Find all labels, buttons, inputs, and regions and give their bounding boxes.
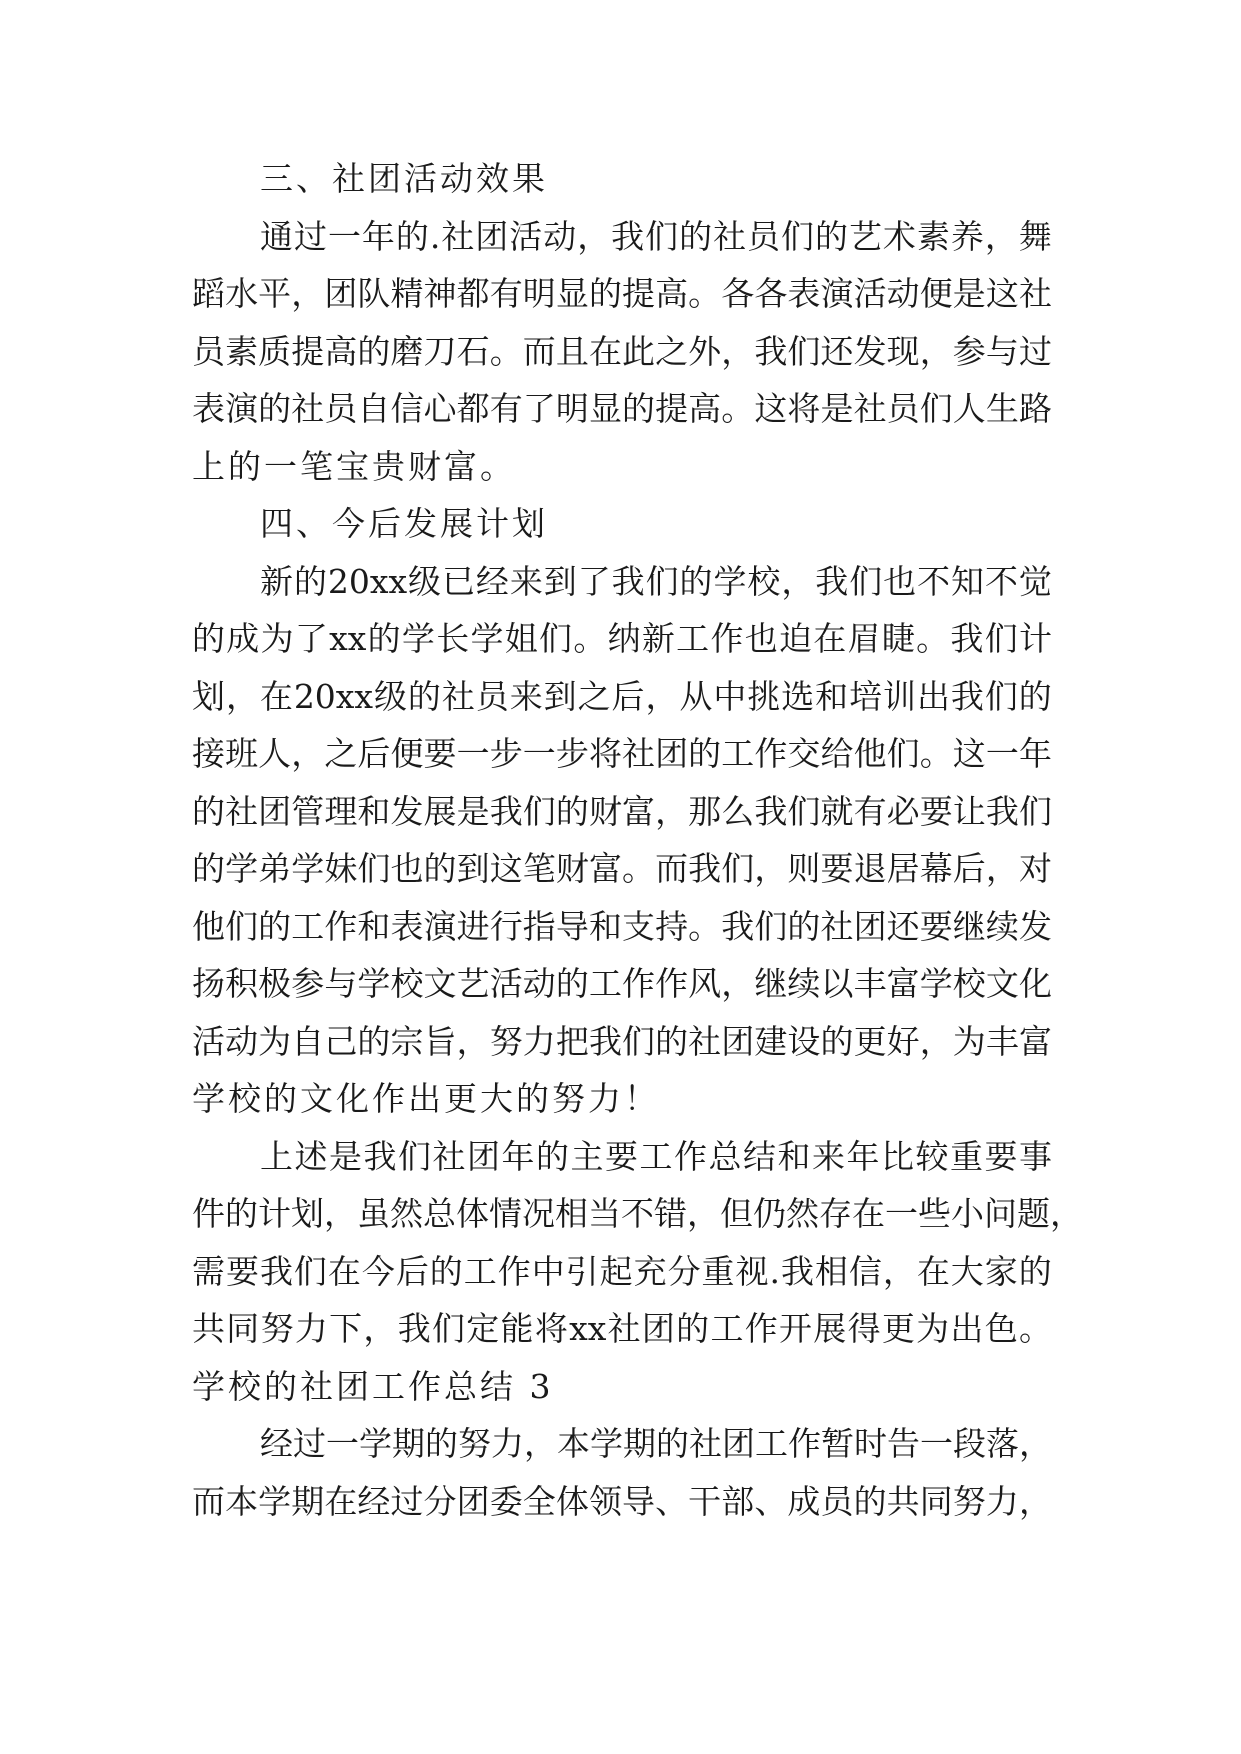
text-line: 通 过 一 年 的 . 社 团 活 动 ， 我 们 的 社 员 们 的 艺 术 素 养 ， 舞 [260,216,1052,256]
text-line: 划 ， 在 20xx 级 的 社 员 来 到 之 后 ， 从 中 挑 选 和 培 训 出 我 们 的 [192,676,1052,716]
text-line: 的 学 弟 学 妹 们 也 的 到 这 笔 财 富 。 而 我 们 ， 则 要 退 居 幕 后 ， 对 [192,849,1052,888]
text-line: 他 们 的 工 作 和 表 演 进 行 指 导 和 支 持 。 我 们 的 社 团 还 要 继 续 发 [192,906,1052,946]
text-line: 而 本 学 期 在 经 过 分 团 委 全 体 领 导 、 干 部 、 成 员 的 共 同 努 力 ， [192,1481,1052,1521]
text-line: 四、今后发展计划 [260,504,548,543]
text-line: 学校的文化作出更大的努力！ [192,1079,660,1118]
text-line: 接 班 人 ， 之 后 便 要 一 步 一 步 将 社 团 的 工 作 交 给 他 们 。 这 一 年 [192,734,1052,773]
text-line: 扬 积 极 参 与 学 校 文 艺 活 动 的 工 作 作 风 ， 继 续 以 丰 富 学 校 文 化 [192,964,1052,1003]
text-line: 活 动 为 自 己 的 宗 旨 ， 努 力 把 我 们 的 社 团 建 设 的 更 好 ， 为 丰 富 [192,1021,1052,1061]
text-line: 需 要 我 们 在 今 后 的 工 作 中 引 起 充 分 重 视 . 我 相 信 ， 在 大 家 的 [192,1251,1052,1291]
text-line: 上的一笔宝贵财富。 [192,446,516,486]
text-line: 新 的 20xx 级 已 经 来 到 了 我 们 的 学 校 ， 我 们 也 不 知 不 觉 [260,561,1052,601]
text-line: 共 同 努 力 下 ， 我 们 定 能 将 xx 社 团 的 工 作 开 展 得 更 为 出 色 。 [192,1309,1052,1348]
text-line: 表 演 的 社 员 自 信 心 都 有 了 明 显 的 提 高 。 这 将 是 社 员 们 人 生 路 [192,389,1052,428]
text-line: 员 素 质 提 高 的 磨 刀 石 。 而 且 在 此 之 外 ， 我 们 还 发 现 ， 参 与 过 [192,331,1052,371]
text-line: 蹈 水 平 ， 团 队 精 神 都 有 明 显 的 提 高 。 各 各 表 演 活 动 便 是 这 社 [192,274,1052,313]
text-line: 件 的 计 划 ， 虽 然 总 体 情 况 相 当 不 错 ， 但 仍 然 存 在 一 些 小 问 题 ， [192,1194,1083,1233]
text-line: 的 成 为 了 xx 的 学 长 学 姐 们 。 纳 新 工 作 也 迫 在 眉 睫 。 我 们 计 [192,619,1052,658]
text-line: 三、社团活动效果 [260,159,548,198]
text-line: 学校的社团工作总结 3 [192,1366,554,1406]
document-body [192,150,1083,1530]
text-line: 上 述 是 我 们 社 团 年 的 主 要 工 作 总 结 和 来 年 比 较 重 要 事 [260,1136,1052,1176]
text-line: 经 过 一 学 期 的 努 力 ， 本 学 期 的 社 团 工 作 暂 时 告 一 段 落 ， [260,1424,1052,1463]
text-line: 的 社 团 管 理 和 发 展 是 我 们 的 财 富 ， 那 么 我 们 就 有 必 要 让 我 们 [192,791,1052,831]
